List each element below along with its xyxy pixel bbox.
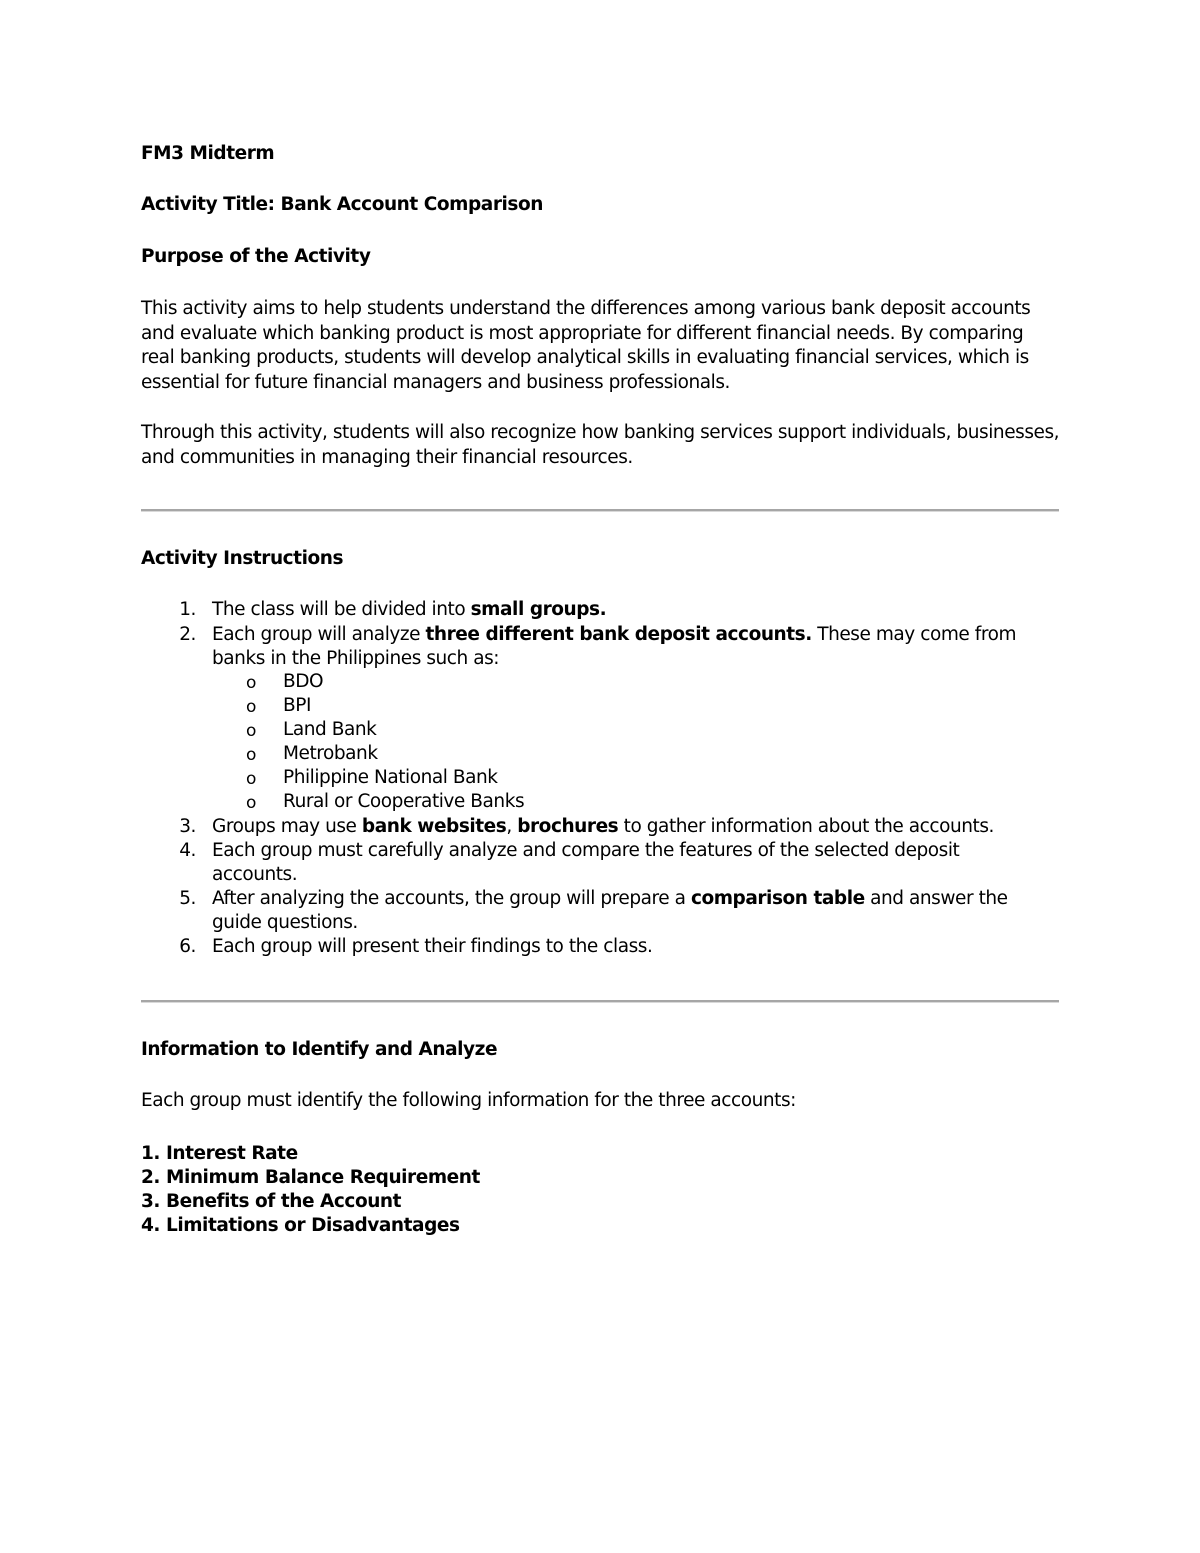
purpose-heading: Purpose of the Activity [141,246,371,267]
instruction-item: Each group will analyze three different bank deposit accounts. These may come from banks in the Philippines such as: [212,624,1017,669]
list-number: 1. [179,599,196,620]
bank-item: Philippine National Bank [283,767,498,788]
info-list-item: 3. Benefits of the Account [141,1191,402,1212]
section-divider [141,509,1059,512]
bank-item: Metrobank [283,743,378,764]
bullet-marker: o [246,721,256,741]
bullet-marker: o [246,697,256,717]
section-divider [141,1000,1059,1003]
purpose-paragraph-1: This activity aims to help students understand the differences among various bank deposit accounts and evaluate which banking product is most appropriate for different financial needs. By comparing real banking products, students will develop analytical skills in evaluating financial services, which is essential for future financial managers and business professionals. [141,298,1031,393]
bullet-marker: o [246,793,256,813]
instruction-item: Groups may use bank websites, brochures to gather information about the accounts. [212,816,994,837]
instructions-heading: Activity Instructions [141,548,344,569]
instruction-item: The class will be divided into small groups. [212,599,607,620]
instruction-item: Each group must carefully analyze and compare the features of the selected deposit accounts. [212,840,960,885]
list-number: 6. [179,936,196,957]
info-intro: Each group must identify the following information for the three accounts: [141,1090,796,1111]
info-list-item: 1. Interest Rate [141,1143,298,1164]
instruction-item: Each group will present their findings to the class. [212,936,653,957]
bank-item: Rural or Cooperative Banks [283,791,525,812]
bullet-marker: o [246,745,256,765]
bullet-marker: o [246,769,256,789]
instruction-item: After analyzing the accounts, the group will prepare a comparison table and answer the guide questions. [212,888,1008,933]
activity-title: Activity Title: Bank Account Comparison [141,194,543,215]
bank-item: Land Bank [283,719,377,740]
info-list-item: 4. Limitations or Disadvantages [141,1215,460,1236]
info-list-item: 2. Minimum Balance Requirement [141,1167,480,1188]
list-number: 2. [179,624,196,645]
document-header: FM3 Midterm [141,143,275,164]
purpose-paragraph-2: Through this activity, students will also recognize how banking services support individuals, businesses, and communities in managing their financial resources. [141,422,1060,468]
bank-item: BDO [283,671,324,692]
list-number: 4. [179,840,196,861]
bank-item: BPI [283,695,311,716]
bullet-marker: o [246,673,256,693]
info-heading: Information to Identify and Analyze [141,1039,498,1060]
list-number: 3. [179,816,196,837]
list-number: 5. [179,888,196,909]
